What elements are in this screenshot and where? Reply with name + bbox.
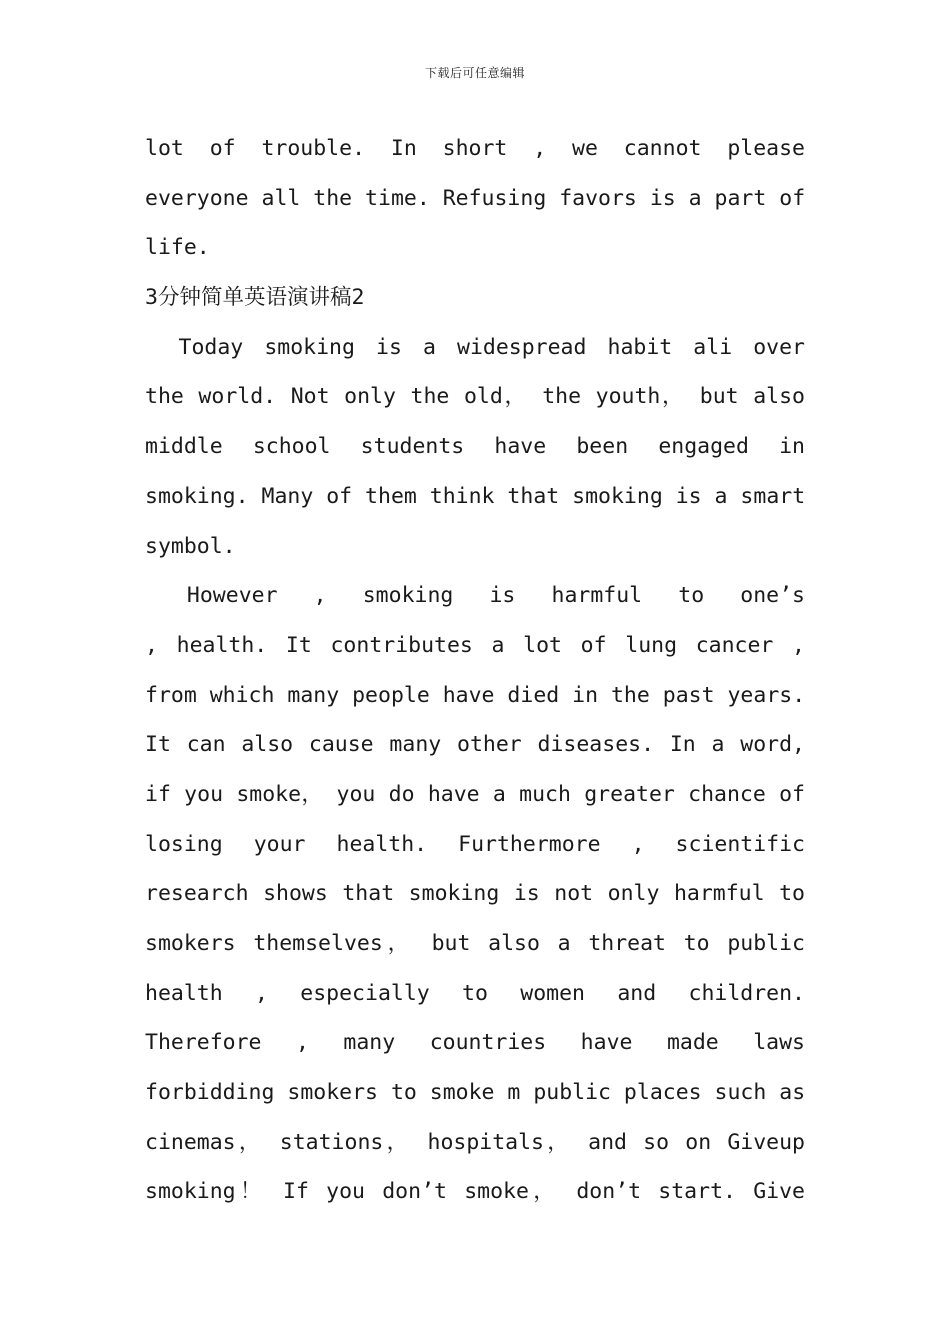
text-line: symbol. bbox=[145, 533, 236, 559]
text-line: the world. Not only the old， the youth， but also bbox=[145, 384, 805, 410]
text-line: smoking！ If you don’t smoke， don’t start. Give bbox=[145, 1179, 805, 1205]
text-line: lot of trouble. In short , we cannot please bbox=[145, 136, 805, 161]
text-line: Therefore , many countries have made laws bbox=[145, 1030, 805, 1056]
text-line: from which many people have died in the past years. bbox=[145, 682, 805, 708]
text-line: It can also cause many other diseases. In a word, bbox=[145, 732, 805, 758]
text-line: if you smoke， you do have a much greater chance of bbox=[145, 781, 805, 807]
page-header: 下载后可任意编辑 bbox=[424, 66, 525, 80]
text-line: , health. It contributes a lot of lung cancer , bbox=[145, 632, 805, 658]
text-line: cinemas， stations， hospitals， and so on Giveup bbox=[145, 1129, 805, 1155]
text-line: life. bbox=[145, 235, 210, 261]
text-line: health , especially to women and children. bbox=[145, 980, 805, 1006]
text-line: middle school students have been engaged in bbox=[145, 434, 805, 460]
text-line: research shows that smoking is not only harmful to bbox=[145, 881, 805, 907]
text-line: everyone all the time. Refusing favors is a part of bbox=[145, 185, 805, 211]
text-line: smoking. Many of them think that smoking is a smart bbox=[145, 483, 805, 509]
text-line: However , smoking is harmful to one’s bbox=[186, 583, 805, 609]
text-line: forbidding smokers to smoke m public places such as bbox=[145, 1080, 805, 1106]
text-line: smokers themselves， but also a threat to public bbox=[145, 931, 805, 956]
text-line: losing your health. Furthermore , scientific bbox=[145, 831, 805, 857]
document-body bbox=[145, 124, 805, 1217]
section-heading: 3分钟简单英语演讲稿2 bbox=[145, 285, 365, 311]
text-line: Today smoking is a widespread habit ali over bbox=[178, 334, 805, 360]
